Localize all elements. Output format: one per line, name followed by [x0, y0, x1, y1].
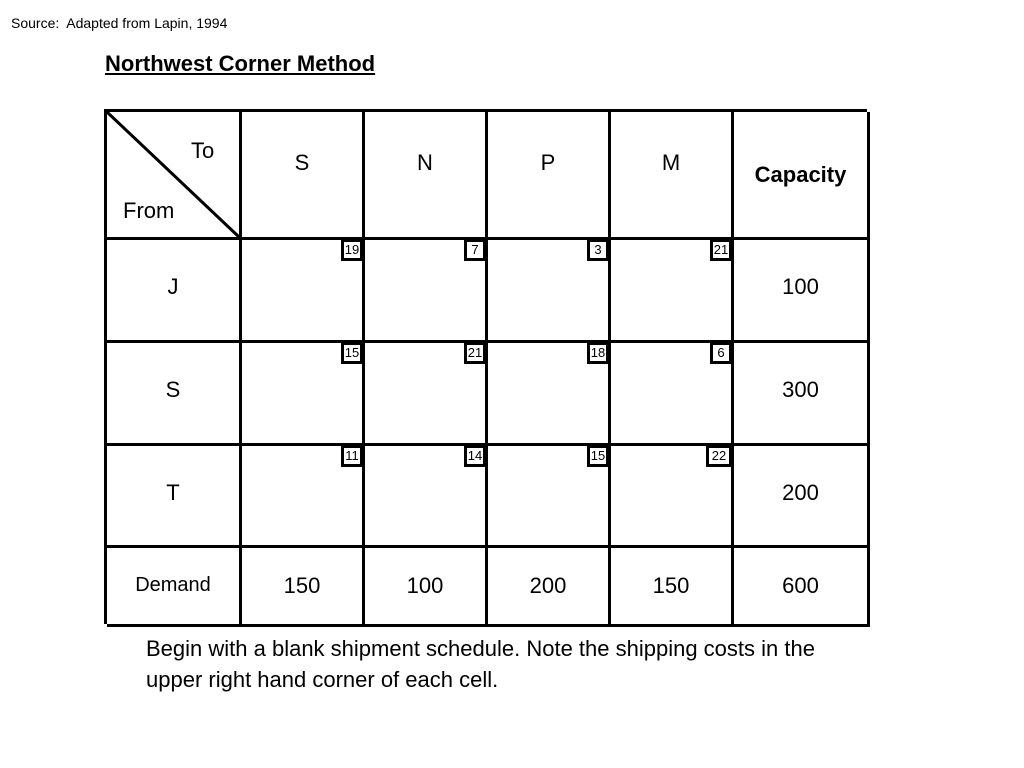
demand-s: 150: [242, 548, 365, 627]
capacity-header: Capacity: [734, 112, 870, 240]
cost-box: 22: [706, 445, 732, 467]
row-label-s: S: [107, 343, 242, 446]
cost-box: 14: [464, 445, 486, 467]
column-header-p: P: [488, 112, 611, 240]
shipment-cell-j-p: [488, 240, 611, 343]
demand-m: 150: [611, 548, 734, 627]
to-label: To: [191, 138, 215, 163]
cost-box: 7: [464, 239, 486, 261]
source-citation: Source: Adapted from Lapin, 1994: [11, 15, 228, 31]
demand-label: Demand: [107, 548, 242, 627]
shipment-cell-t-n: [365, 446, 488, 548]
page-title: Northwest Corner Method: [105, 51, 376, 76]
cost-box: 18: [587, 342, 609, 364]
cost-box: 21: [710, 239, 732, 261]
shipment-cell-t-s: [242, 446, 365, 548]
capacity-j: 100: [734, 240, 870, 343]
cost-box: 15: [587, 445, 609, 467]
row-label-j: J: [107, 240, 242, 343]
cost-box: 15: [341, 342, 363, 364]
shipment-cell-j-n: [365, 240, 488, 343]
demand-total: 600: [734, 548, 870, 627]
column-header-n: N: [365, 112, 488, 240]
cost-box: 19: [341, 239, 363, 261]
shipment-cell-t-m: [611, 446, 734, 548]
capacity-s: 300: [734, 343, 870, 446]
demand-n: 100: [365, 548, 488, 627]
shipment-cell-s-n: [365, 343, 488, 446]
shipment-cell-j-s: [242, 240, 365, 343]
instruction-note: Begin with a blank shipment schedule. Note the shipping costs in the upper right hand corner of each cell.: [146, 636, 815, 692]
shipment-cell-s-p: [488, 343, 611, 446]
corner-cell: [107, 112, 242, 240]
cost-box: 21: [464, 342, 486, 364]
column-header-m: M: [611, 112, 734, 240]
capacity-t: 200: [734, 446, 870, 548]
cost-box: 6: [710, 342, 732, 364]
transportation-table: [104, 109, 867, 624]
demand-p: 200: [488, 548, 611, 627]
row-label-t: T: [107, 446, 242, 548]
cost-box: 11: [341, 445, 363, 467]
shipment-cell-s-s: [242, 343, 365, 446]
from-label: From: [123, 198, 175, 223]
cost-box: 3: [587, 239, 609, 261]
column-header-s: S: [242, 112, 365, 240]
shipment-cell-s-m: [611, 343, 734, 446]
shipment-cell-t-p: [488, 446, 611, 548]
shipment-cell-j-m: [611, 240, 734, 343]
